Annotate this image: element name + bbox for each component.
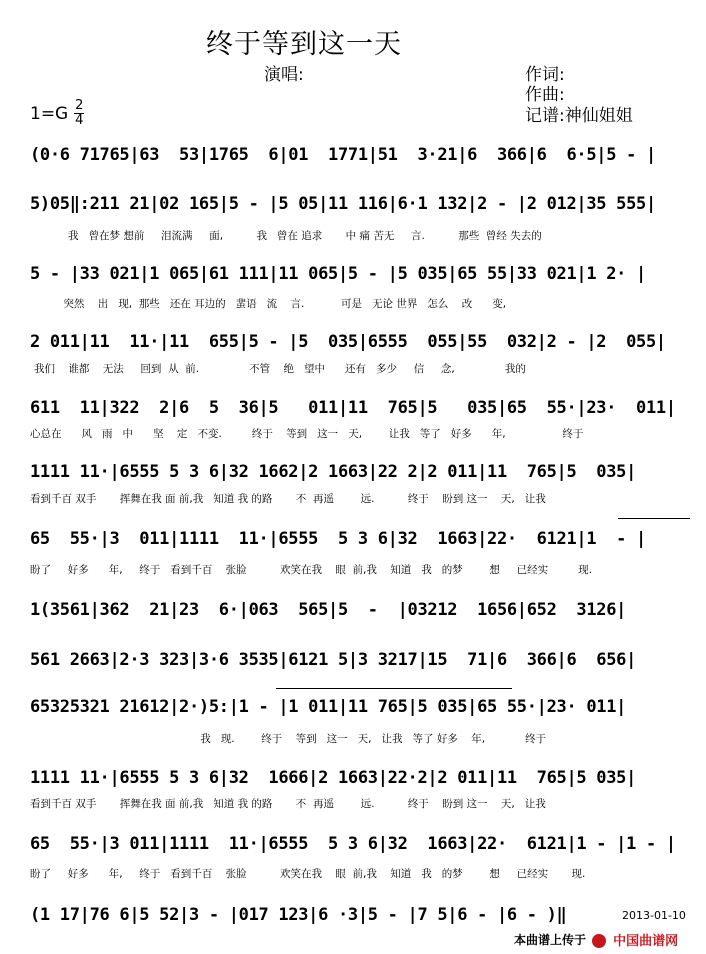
- time-top: 2: [75, 98, 84, 113]
- lyricist-label: 作词:: [525, 65, 565, 85]
- system-1-notes: (0·6 71765|63 53|1765 6|01 1771|51 3·21|6 366|6 6·5|5 - |: [30, 145, 656, 165]
- system-5-lyrics: 心总在 风 雨 中 坚 定 不变. 终于 等到 这一 天, 让我 等了 好多 年, 终于: [30, 428, 584, 440]
- transcription-date: 2013-01-10: [622, 909, 686, 922]
- system-13-notes: (1 17|76 6|5 52|3 - |017 123|6 ·3|5 - |7 5|6 - |6 - )‖: [30, 905, 567, 925]
- system-5-notes: 611 11|322 2|6 5 36|5 011|11 765|5 035|65 55·|23· 011|: [30, 398, 676, 418]
- system-3-lyrics: 突然 出 现, 那些 还在 耳边的 蜚语 流 言. 可是 无论 世界 怎么 改 变,: [40, 298, 507, 310]
- system-6-notes: 1111 11·|6555 5 3 6|32 1662|2 1663|22 2|2 011|11 765|5 035|: [30, 462, 637, 482]
- transcriber-label: 记谱:神仙姐姐: [525, 106, 633, 126]
- system-6-lyrics: 看到千百 双手 挥舞在我 面 前,我 知道 我 的路 不 再遥 远. 终于 盼到 这一 天, 让我: [30, 493, 546, 505]
- site-logo: [592, 930, 678, 949]
- system-3-notes: 5 - |33 021|1 065|61 111|11 065|5 - |5 035|65 55|33 021|1 2· |: [30, 264, 646, 284]
- system-7-lyrics: 盼了 好多 年, 终于 看到千百 张脸 欢笑在我 眼 前,我 知道 我 的梦 想 已经实 现.: [30, 564, 592, 576]
- system-11-lyrics: 看到千百 双手 挥舞在我 面 前,我 知道 我 的路 不 再遥 远. 终于 盼到 这一 天, 让我: [30, 798, 546, 810]
- site-name: 中国曲谱网: [613, 934, 679, 949]
- system-8-notes: 1(3561|362 21|23 6·|063 565|5 - |03212 1656|652 3126|: [30, 600, 627, 620]
- system-12-lyrics: 盼了 好多 年, 终于 看到千百 张脸 欢笑在我 眼 前,我 知道 我 的梦 想 已经实 现.: [30, 868, 586, 880]
- system-12-notes: 65 55·|3 011|1111 11·|6555 5 3 6|32 1663|22· 6121|1 - |1 - |: [30, 834, 676, 854]
- upload-text: 本曲谱上传于: [514, 933, 587, 947]
- system-4-lyrics: 我们 谁都 无法 回到 从 前. 不管 绝 望中 还有 多少 信 念, 我的: [34, 363, 526, 375]
- volta-1-bracket: [618, 518, 690, 519]
- system-9-notes: 561 2663|2·3 323|3·6 3535|6121 5|3 3217|15 71|6 366|6 656|: [30, 650, 637, 670]
- song-title: 终于等到这一天: [206, 29, 402, 60]
- volta-2-bracket: [276, 688, 512, 689]
- singer-label: 演唱:: [264, 65, 304, 85]
- system-11-notes: 1111 11·|6555 5 3 6|32 1666|2 1663|22·2|2 011|11 765|5 035|: [30, 768, 637, 788]
- system-10-notes: 65325321 21612|2·)5:|1 - |1 011|11 765|5 035|65 55·|23· 011|: [30, 697, 627, 717]
- system-4-notes: 2 011|11 11·|11 655|5 - |5 035|6555 055|55 032|2 - |2 055|: [30, 332, 666, 352]
- site-logo-icon: [592, 934, 606, 948]
- key-text: 1=G: [30, 103, 69, 124]
- key-signature: [30, 100, 84, 127]
- composer-label: 作曲:: [525, 85, 565, 105]
- system-2-notes: 5)05‖:211 21|02 165|5 - |5 05|11 116|6·1 132|2 - |2 012|35 555|: [30, 194, 656, 214]
- footer-source: [514, 930, 678, 949]
- time-signature: [74, 100, 84, 127]
- system-7-notes: 65 55·|3 011|1111 11·|6555 5 3 6|32 1663|22· 6121|1 - |: [30, 529, 646, 549]
- time-bottom: 4: [75, 113, 84, 128]
- system-2-lyrics: 我 曾在梦 想前 泪流满 面, 我 曾在 追求 中 痛 苦无 言. 那些 曾经 失去的: [68, 230, 542, 242]
- system-10-lyrics: 我 现. 终于 等到 这一 天, 让我 等了 好多 年, 终于: [0, 733, 547, 745]
